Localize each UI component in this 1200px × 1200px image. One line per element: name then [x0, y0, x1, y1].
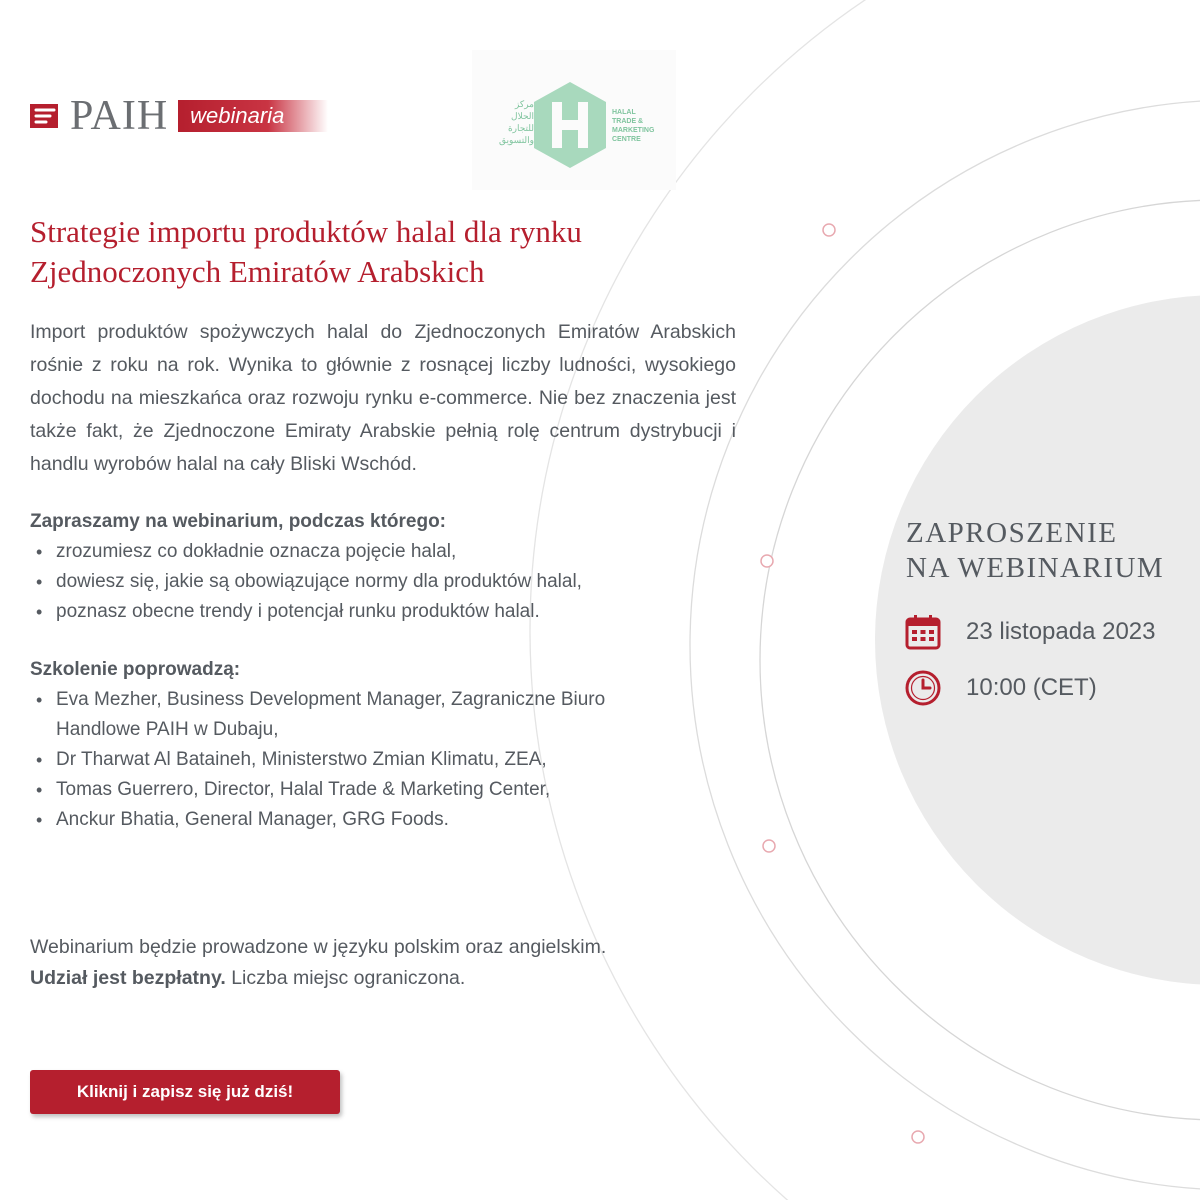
- invite-list: [30, 537, 582, 627]
- intro-paragraph: Import produktów spożywczych halal do Zjednoczonych Emiratów Arabskich rośnie z roku na rok. Wynika to głównie z rosnącej liczby ludności, wysokiego dochodu na mieszkańca oraz rozwoju rynku e-commerce. Nie bez znaczenia jest także fakt, że Zjednoczone Emiraty Arabskie pełnią rolę centrum dystrybucji i handlu wyrobów halal na cały Bliski Wschód.: [30, 321, 736, 475]
- accent-dot: [763, 840, 775, 852]
- invite-heading-line-2: NA WEBINARIUM: [906, 552, 1165, 584]
- limited-seats: Liczba miejsc ograniczona.: [231, 967, 466, 989]
- invite-heading: Zapraszamy na webinarium, podczas którego:: [30, 511, 446, 532]
- halal-logo-english: HALAL TRADE & MARKETING CENTRE: [612, 109, 655, 143]
- invite-heading-panel: [906, 516, 1164, 586]
- register-button[interactable]: Kliknij i zapisz się już dziś!: [30, 1070, 340, 1114]
- speakers-list: [30, 685, 690, 835]
- event-date-text: 23 listopada 2023: [966, 618, 1156, 645]
- list-item: • zrozumiesz co dokładnie oznacza pojęcie halal,: [30, 537, 582, 567]
- paih-wordmark: PAIH: [70, 93, 169, 139]
- calendar-icon: [904, 613, 942, 651]
- list-item: • dowiesz się, jakie są obowiązujące normy dla produktów halal,: [30, 567, 582, 597]
- list-item: • Dr Tharwat Al Bataineh, Ministerstwo Zmian Klimatu, ZEA,: [30, 745, 690, 775]
- event-date: [904, 613, 1156, 651]
- list-item: • Tomas Guerrero, Director, Halal Trade & Marketing Center,: [30, 775, 690, 805]
- paih-mark-icon: [28, 100, 60, 132]
- event-time-text: 10:00 (CET): [966, 674, 1097, 701]
- paih-logo: [28, 93, 328, 139]
- footer-note: [30, 932, 606, 994]
- free-participation: Udział jest bezpłatny.: [30, 967, 226, 989]
- webinaria-tag: [178, 100, 328, 132]
- title-line-2: Zjednoczonych Emiratów Arabskich: [30, 254, 485, 289]
- accent-dot: [823, 224, 835, 236]
- event-time: [904, 669, 1097, 707]
- halal-hexagon-icon: [530, 80, 610, 170]
- language-note: Webinarium będzie prowadzone w języku polskim oraz angielskim.: [30, 936, 607, 958]
- list-item: • Eva Mezher, Business Development Manager, Zagraniczne Biuro Handlowe PAIH w Dubaju,: [30, 685, 690, 745]
- page-title: [30, 212, 750, 292]
- accent-dot: [912, 1131, 924, 1143]
- invite-heading-line-1: ZAPROSZENIE: [906, 517, 1118, 549]
- list-item: • poznasz obecne trendy i potencjał runku produktów halal.: [30, 597, 582, 627]
- list-item: • Anckur Bhatia, General Manager, GRG Foods.: [30, 805, 690, 835]
- clock-icon: [904, 669, 942, 707]
- title-line-1: Strategie importu produktów halal dla rynku: [30, 214, 582, 249]
- webinaria-tag-label: webinaria: [190, 103, 285, 128]
- accent-dot: [761, 555, 773, 567]
- halal-logo-arabic: مركز الحلال للتجارة والتسويق: [499, 99, 534, 145]
- halal-centre-logo: [472, 50, 676, 190]
- speakers-heading: Szkolenie poprowadzą:: [30, 659, 241, 680]
